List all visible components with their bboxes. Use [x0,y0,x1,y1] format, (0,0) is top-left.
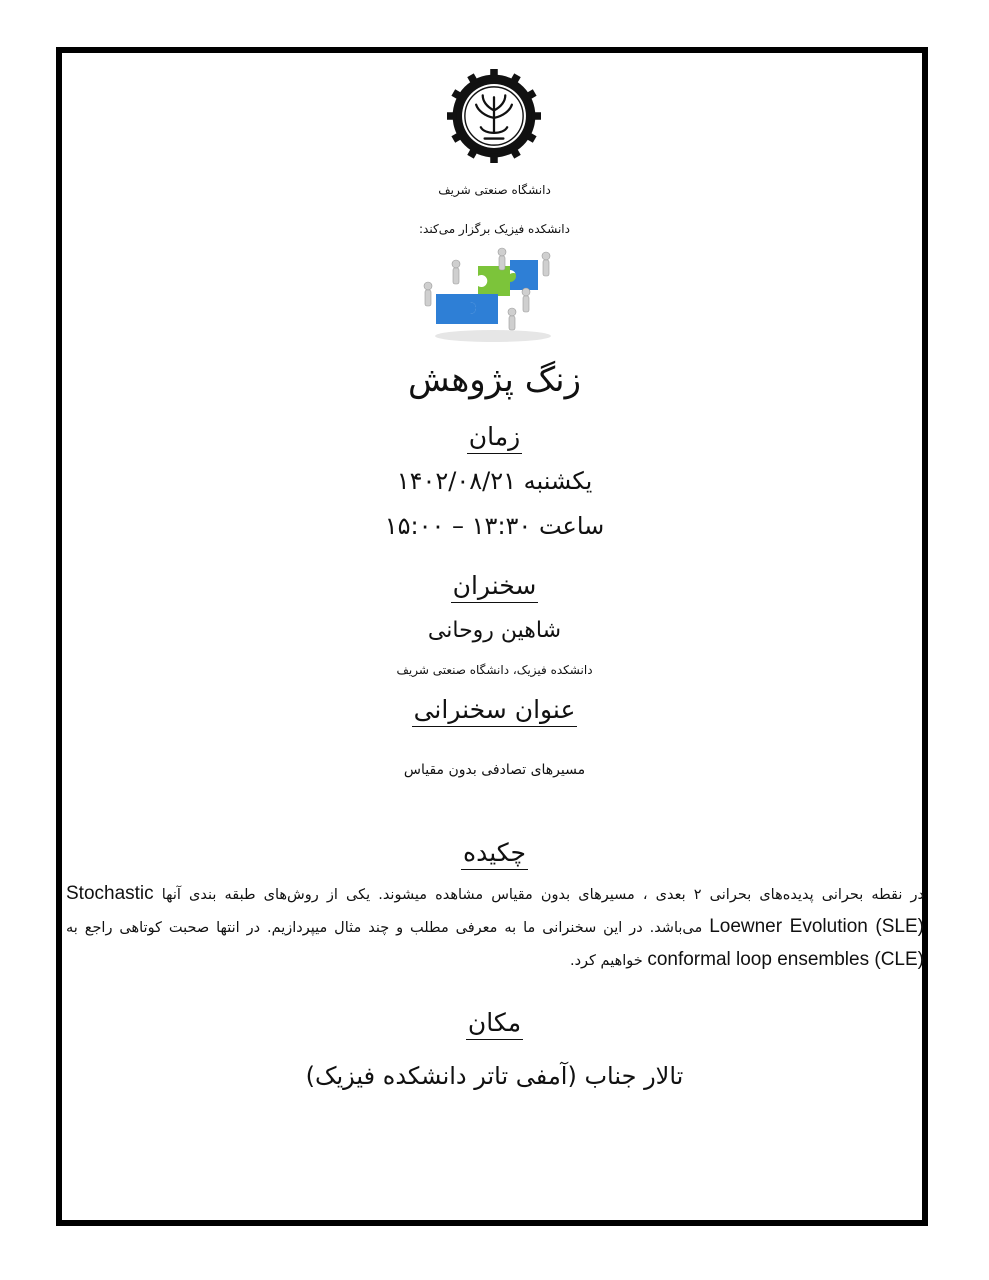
abstract-part-1: در نقطه بحرانی پدیده‌های بحرانی ۲ بعدی ، مسیرهای بدون مقیاس مشاهده میشوند. یکی از روش‌های طبقه بندی آنها [153,887,924,903]
abstract-part-2: می‌باشد. در این سخنرانی ما به معرفی مطلب و چند مثال میپردازیم. در انتها صحبت کوتاهی راجع به [66,920,710,936]
abstract-part-3: خواهیم کرد. [569,953,648,969]
location-heading: مکان [466,1008,523,1040]
abstract-heading: چکیده [461,838,528,870]
speaker-name: شاهین روحانی [427,618,562,643]
event-hours: ساعت ۱۳:۳۰ – ۱۵:۰۰ [384,512,605,540]
location-venue: تالار جناب (آمفی تاتر دانشکده فیزیک) [305,1062,684,1090]
puzzle-teamwork-illustration [418,244,568,344]
abstract-term-sle: Stochastic Loewner Evolution (SLE) [66,883,924,937]
event-date: یکشنبه ۱۴۰۲/۰۸/۲۱ [396,467,593,495]
abstract-term-cle: conformal loop ensembles (CLE) [647,949,924,970]
sharif-university-logo [447,69,541,163]
university-name: دانشگاه صنعتی شریف [438,183,551,197]
organizer-line: دانشکده فیزیک برگزار می‌کند: [419,222,570,236]
talk-title: مسیرهای تصادفی بدون مقیاس [403,762,586,778]
speakers-heading: سخنران [451,571,539,603]
time-heading: زمان [467,422,522,454]
talk-heading: عنوان سخنرانی [412,695,578,727]
abstract-text [66,878,924,977]
speaker-affiliation: دانشکده فیزیک، دانشگاه صنعتی شریف [396,663,593,677]
event-title: زنگ پژوهش [407,360,582,400]
